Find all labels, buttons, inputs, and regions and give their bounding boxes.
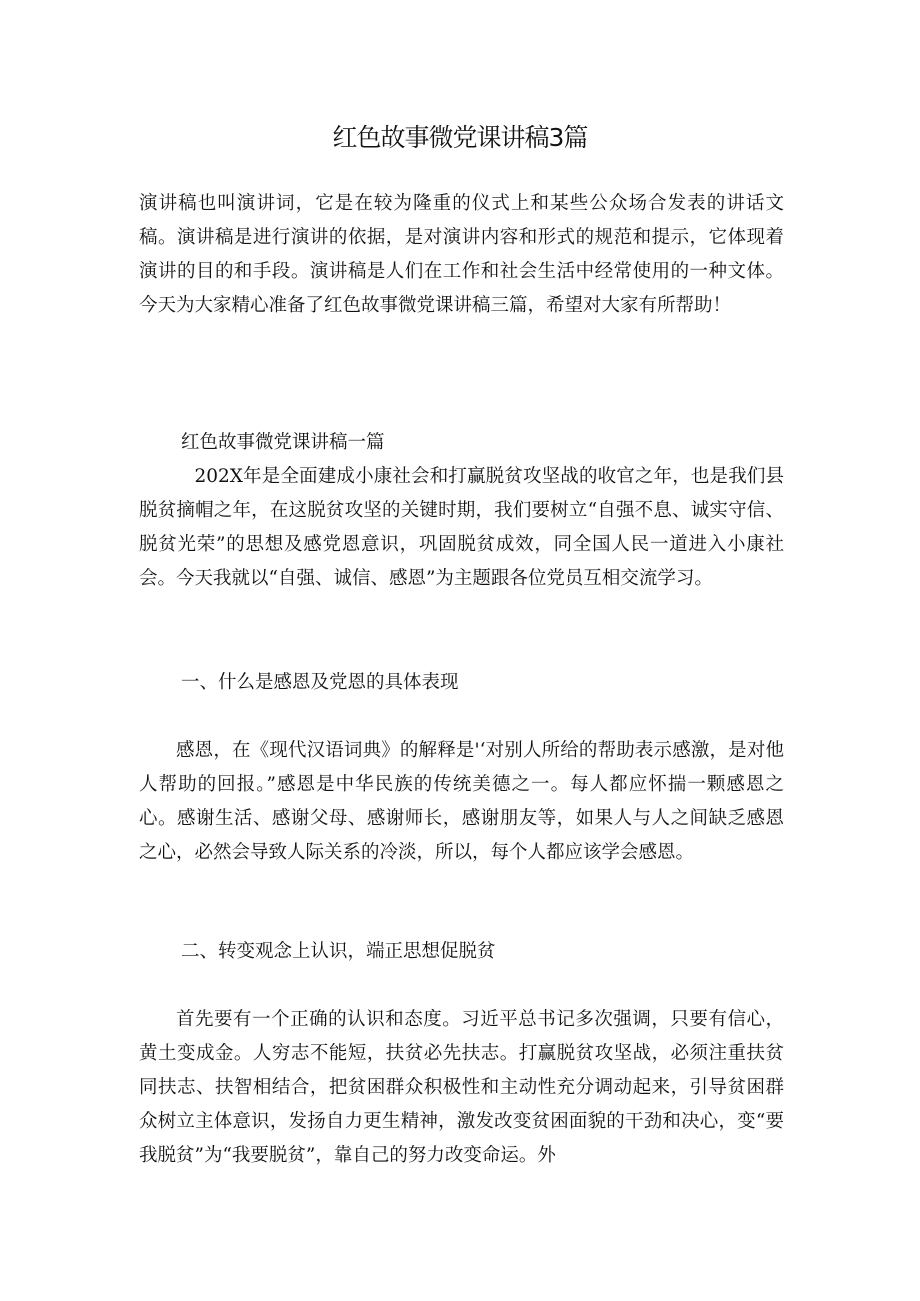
intro-paragraph: 演讲稿也叫演讲词，它是在较为隆重的仪式上和某些公众场合发表的讲话文稿。演讲稿是进行演讲的依据，是对演讲内容和形式的规范和提示，它体现着演讲的目的和手段。演讲稿是人们在工作和社会生活中经常使用的一种文体。今天为大家精心准备了红色故事微党课讲稿三篇，希望对大家有所帮助！ bbox=[139, 193, 784, 316]
section2-body: 首先要有一个正确的认识和态度。习近平总书记多次强调，只要有信心，黄土变成金。人穷志不能短，扶贫必先扶志。打赢脱贫攻坚战，必须注重扶贫同扶志、扶智相结合，把贫困群众积极性和主动性充分调动起来，引导贫困群众树立主体意识，发扬自力更生精神，激发改变贫困面貌的干劲和决心，变“要我脱贫”为“我要脱贫”，靠自己的努力改变命运。外 bbox=[139, 1009, 784, 1166]
document-title: 红色故事微党课讲稿3篇 bbox=[332, 123, 588, 152]
part1-heading: 红色故事微党课讲稿一篇 bbox=[181, 432, 385, 453]
section1-title: 一、什么是感恩及党恩的具体表现 bbox=[181, 672, 459, 693]
section1-body: 感恩，在《现代汉语词典》的解释是'‘对别人所给的帮助表示感激，是对他人帮助的回报。”感恩是中华民族的传统美德之一。每人都应怀揣一颗感恩之心。感谢生活、感谢父母、感谢师长，感谢朋友等，如果人与人之间缺乏感恩之心，必然会导致人际关系的冷淡，所以，每个人都应该学会感恩。 bbox=[139, 740, 784, 863]
section2-title: 二、转变观念上认识，端正思想促脱贫 bbox=[181, 941, 496, 962]
part1-opening-paragraph: 202X年是全面建成小康社会和打赢脱贫攻坚战的收官之年，也是我们县脱贫摘帽之年，在这脱贫攻坚的关键时期，我们要树立“自强不息、诚实守信、脱贫光荣”的思想及感党恩意识，巩固脱贫成效，同全国人民一道进入小康社会。今天我就以“自强、诚信、感恩”为主题跟各位党员互相交流学习。 bbox=[139, 466, 784, 589]
